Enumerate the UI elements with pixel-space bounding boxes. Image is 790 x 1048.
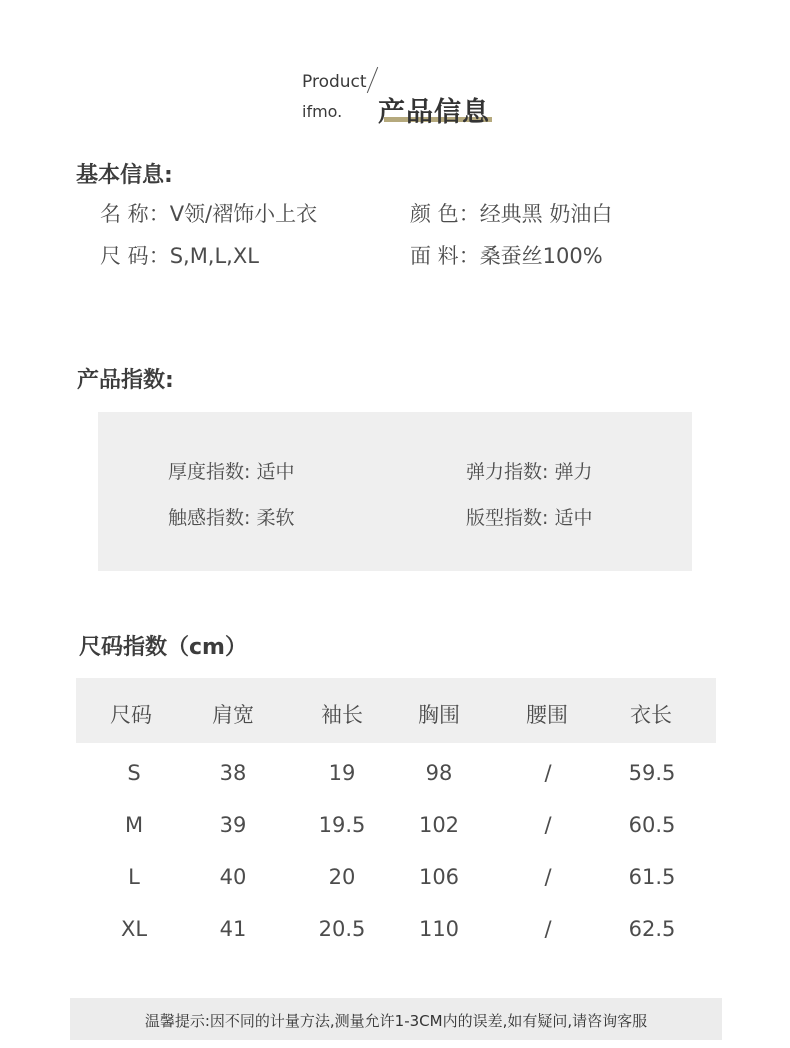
table-cell: 106 xyxy=(418,865,460,889)
table-cell: 41 xyxy=(219,917,247,941)
table-cell: 110 xyxy=(418,917,460,941)
info-color-value: 经典黑 奶油白 xyxy=(479,202,613,226)
index-label: 厚度指数: xyxy=(168,461,251,483)
table-cell: XL xyxy=(120,917,148,941)
index-fit xyxy=(466,503,592,530)
table-cell: S xyxy=(127,761,141,785)
table-cell: 20 xyxy=(328,865,356,889)
table-cell: 59.5 xyxy=(628,761,676,785)
table-cell: 60.5 xyxy=(628,813,676,837)
index-elasticity xyxy=(466,457,592,484)
table-cell: 61.5 xyxy=(628,865,676,889)
index-thickness xyxy=(168,457,294,484)
info-size-label: 尺 码 xyxy=(100,244,149,268)
info-size-value: S,M,L,XL xyxy=(169,244,259,268)
header-english-line1: Product xyxy=(302,72,367,92)
header-cell-length: 衣长 xyxy=(630,703,672,727)
table-cell: / xyxy=(544,865,552,889)
info-colon: ： xyxy=(458,244,480,268)
index-value: 弹力 xyxy=(554,461,593,483)
table-cell: / xyxy=(544,917,552,941)
header-cell-waist: 腰围 xyxy=(526,703,568,727)
size-table-title: 尺码指数（cm） xyxy=(79,635,247,660)
header-slash-divider xyxy=(367,67,378,93)
info-colon: ： xyxy=(148,202,170,226)
info-name-label: 名 称 xyxy=(100,202,149,226)
tip-text: 温馨提示:因不同的计量方法,测量允许1-3CM内的误差,如有疑问,请咨询客服 xyxy=(144,1012,648,1030)
index-touch xyxy=(168,503,294,530)
header-cell-shoulder: 肩宽 xyxy=(212,703,254,727)
page-title: 产品信息 xyxy=(378,97,490,128)
header-cell-size: 尺码 xyxy=(110,703,152,727)
index-value: 适中 xyxy=(256,461,295,483)
table-cell: 62.5 xyxy=(628,917,676,941)
index-label: 版型指数: xyxy=(466,507,549,529)
table-cell: 39 xyxy=(219,813,247,837)
table-cell: 19 xyxy=(328,761,356,785)
basic-info-title: 基本信息: xyxy=(76,163,173,188)
index-value: 适中 xyxy=(554,507,593,529)
info-name-value: V领/褶饰小上衣 xyxy=(169,202,318,226)
index-label: 弹力指数: xyxy=(466,461,549,483)
header-cell-sleeve: 袖长 xyxy=(321,703,363,727)
header-english-line2: ifmo. xyxy=(302,102,343,121)
info-colon: ： xyxy=(148,244,170,268)
index-label: 触感指数: xyxy=(168,507,251,529)
tip-bar xyxy=(70,998,722,1040)
index-value: 柔软 xyxy=(256,507,295,529)
info-size xyxy=(100,240,259,270)
table-cell: 19.5 xyxy=(318,813,366,837)
info-colon: ： xyxy=(458,202,480,226)
info-name xyxy=(100,198,317,228)
header-cell-chest: 胸围 xyxy=(418,703,460,727)
product-index-panel xyxy=(98,412,692,571)
table-cell: M xyxy=(124,813,144,837)
table-cell: 40 xyxy=(219,865,247,889)
info-fabric-value: 桑蚕丝100% xyxy=(479,244,603,268)
info-fabric xyxy=(410,240,603,270)
table-cell: 20.5 xyxy=(318,917,366,941)
product-index-title: 产品指数: xyxy=(77,368,174,393)
table-cell: / xyxy=(544,813,552,837)
table-cell: 38 xyxy=(219,761,247,785)
table-cell: / xyxy=(544,761,552,785)
table-cell: 102 xyxy=(418,813,460,837)
info-fabric-label: 面 料 xyxy=(410,244,459,268)
size-table-header xyxy=(76,678,716,743)
table-cell: L xyxy=(128,865,140,889)
info-color xyxy=(410,198,612,228)
table-cell: 98 xyxy=(425,761,453,785)
info-color-label: 颜 色 xyxy=(410,202,459,226)
